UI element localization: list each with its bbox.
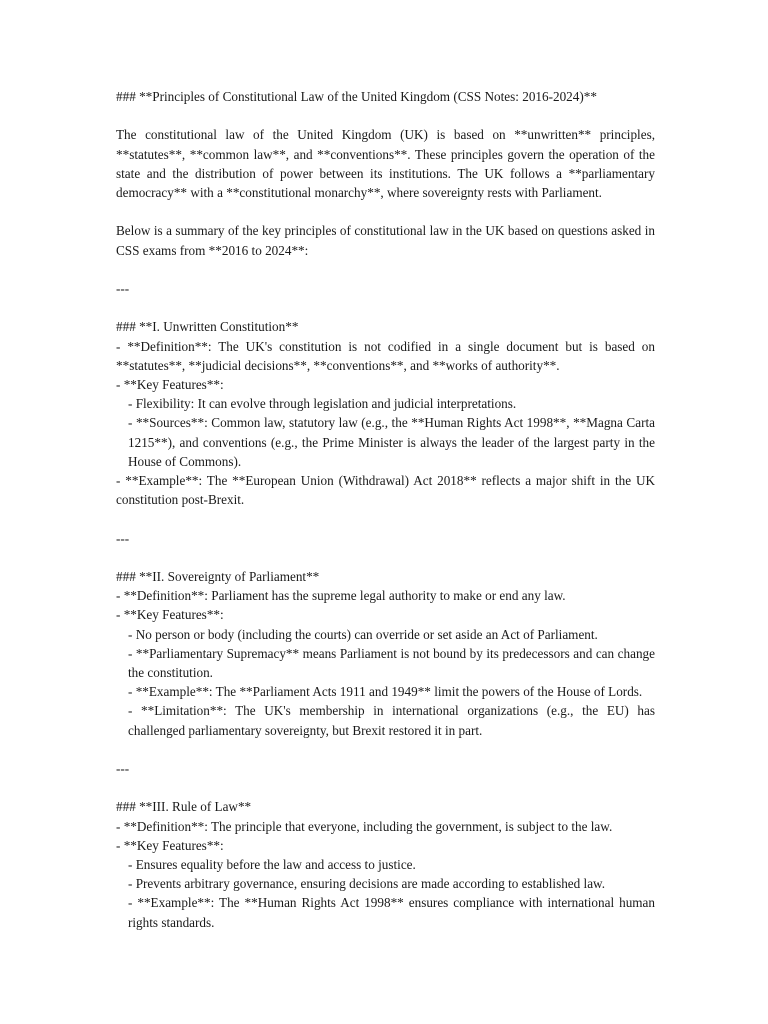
section-heading: ### **III. Rule of Law** [116,799,252,815]
doc-title: ### **Principles of Constitutional Law of the United Kingdom (CSS Notes: 2016-2024)** [116,89,597,104]
section-unwritten-constitution [116,317,659,509]
list-item: - **Key Features**: [116,607,224,623]
section-rule-of-law [116,797,659,931]
section-heading: ### **II. Sovereignty of Parliament** [116,568,320,584]
summary-paragraph: Below is a summary of the key principles of constitutional law in the UK based on questions asked in CSS exams from **2016 to 2024**: [116,223,659,258]
section-heading: ### **I. Unwritten Constitution** [116,319,299,335]
list-item: - Ensures equality before the law and access to justice. [128,857,416,872]
list-item: - **Limitation**: The UK's membership in international organizations (e.g., the EU) has challenged parliamentary sovereignty, but Brexit restored it in part. [128,703,659,738]
list-item: - **Example**: The **Parliament Acts 1911 and 1949** limit the powers of the House of Lords. [128,684,643,700]
separator: --- [116,280,130,296]
separator: --- [116,761,130,776]
list-item: - **Example**: The **Human Rights Act 1998** ensures compliance with international human rights standards. [128,895,659,930]
list-item: - **Example**: The **European Union (Withdrawal) Act 2018** reflects a major shift in the UK constitution post-Brexit. [116,473,659,508]
list-item: - **Key Features**: [116,376,224,392]
list-item: - **Sources**: Common law, statutory law (e.g., the **Human Rights Act 1998**, **Magna Carta 1215**), and conventions (e.g., the Prime Minister is always the leader of the largest party in the House of Commons). [128,415,659,469]
list-item: - **Definition**: The UK's constitution is not codified in a single document but is based on **statutes**, **judicial decisions**, **conventions**, and **works of authority**. [116,338,659,373]
list-item: - Flexibility: It can evolve through legislation and judicial interpretations. [128,396,517,412]
list-item: - **Parliamentary Supremacy** means Parliament is not bound by its predecessors and can change the constitution. [128,645,659,680]
list-item: - **Definition**: Parliament has the supreme legal authority to make or end any law. [116,588,566,604]
list-item: - **Definition**: The principle that everyone, including the government, is subject to the law. [116,818,613,834]
list-item: - Prevents arbitrary governance, ensuring decisions are made according to established law. [128,876,606,892]
list-item: - No person or body (including the courts) can override or set aside an Act of Parliament. [128,626,598,642]
section-sovereignty-of-parliament [116,567,659,740]
intro-paragraph: The constitutional law of the United Kingdom (UK) is based on **unwritten** principles, **statutes**, **common law**, and **conventions**. These principles govern the operation of the state and the distribution of power between its institutions. The UK follows a **parliamentary democracy** with a **constitutional monarchy**, where sovereignty rests with Parliament. [116,127,659,200]
separator: --- [116,530,130,546]
list-item: - **Key Features**: [116,837,224,853]
